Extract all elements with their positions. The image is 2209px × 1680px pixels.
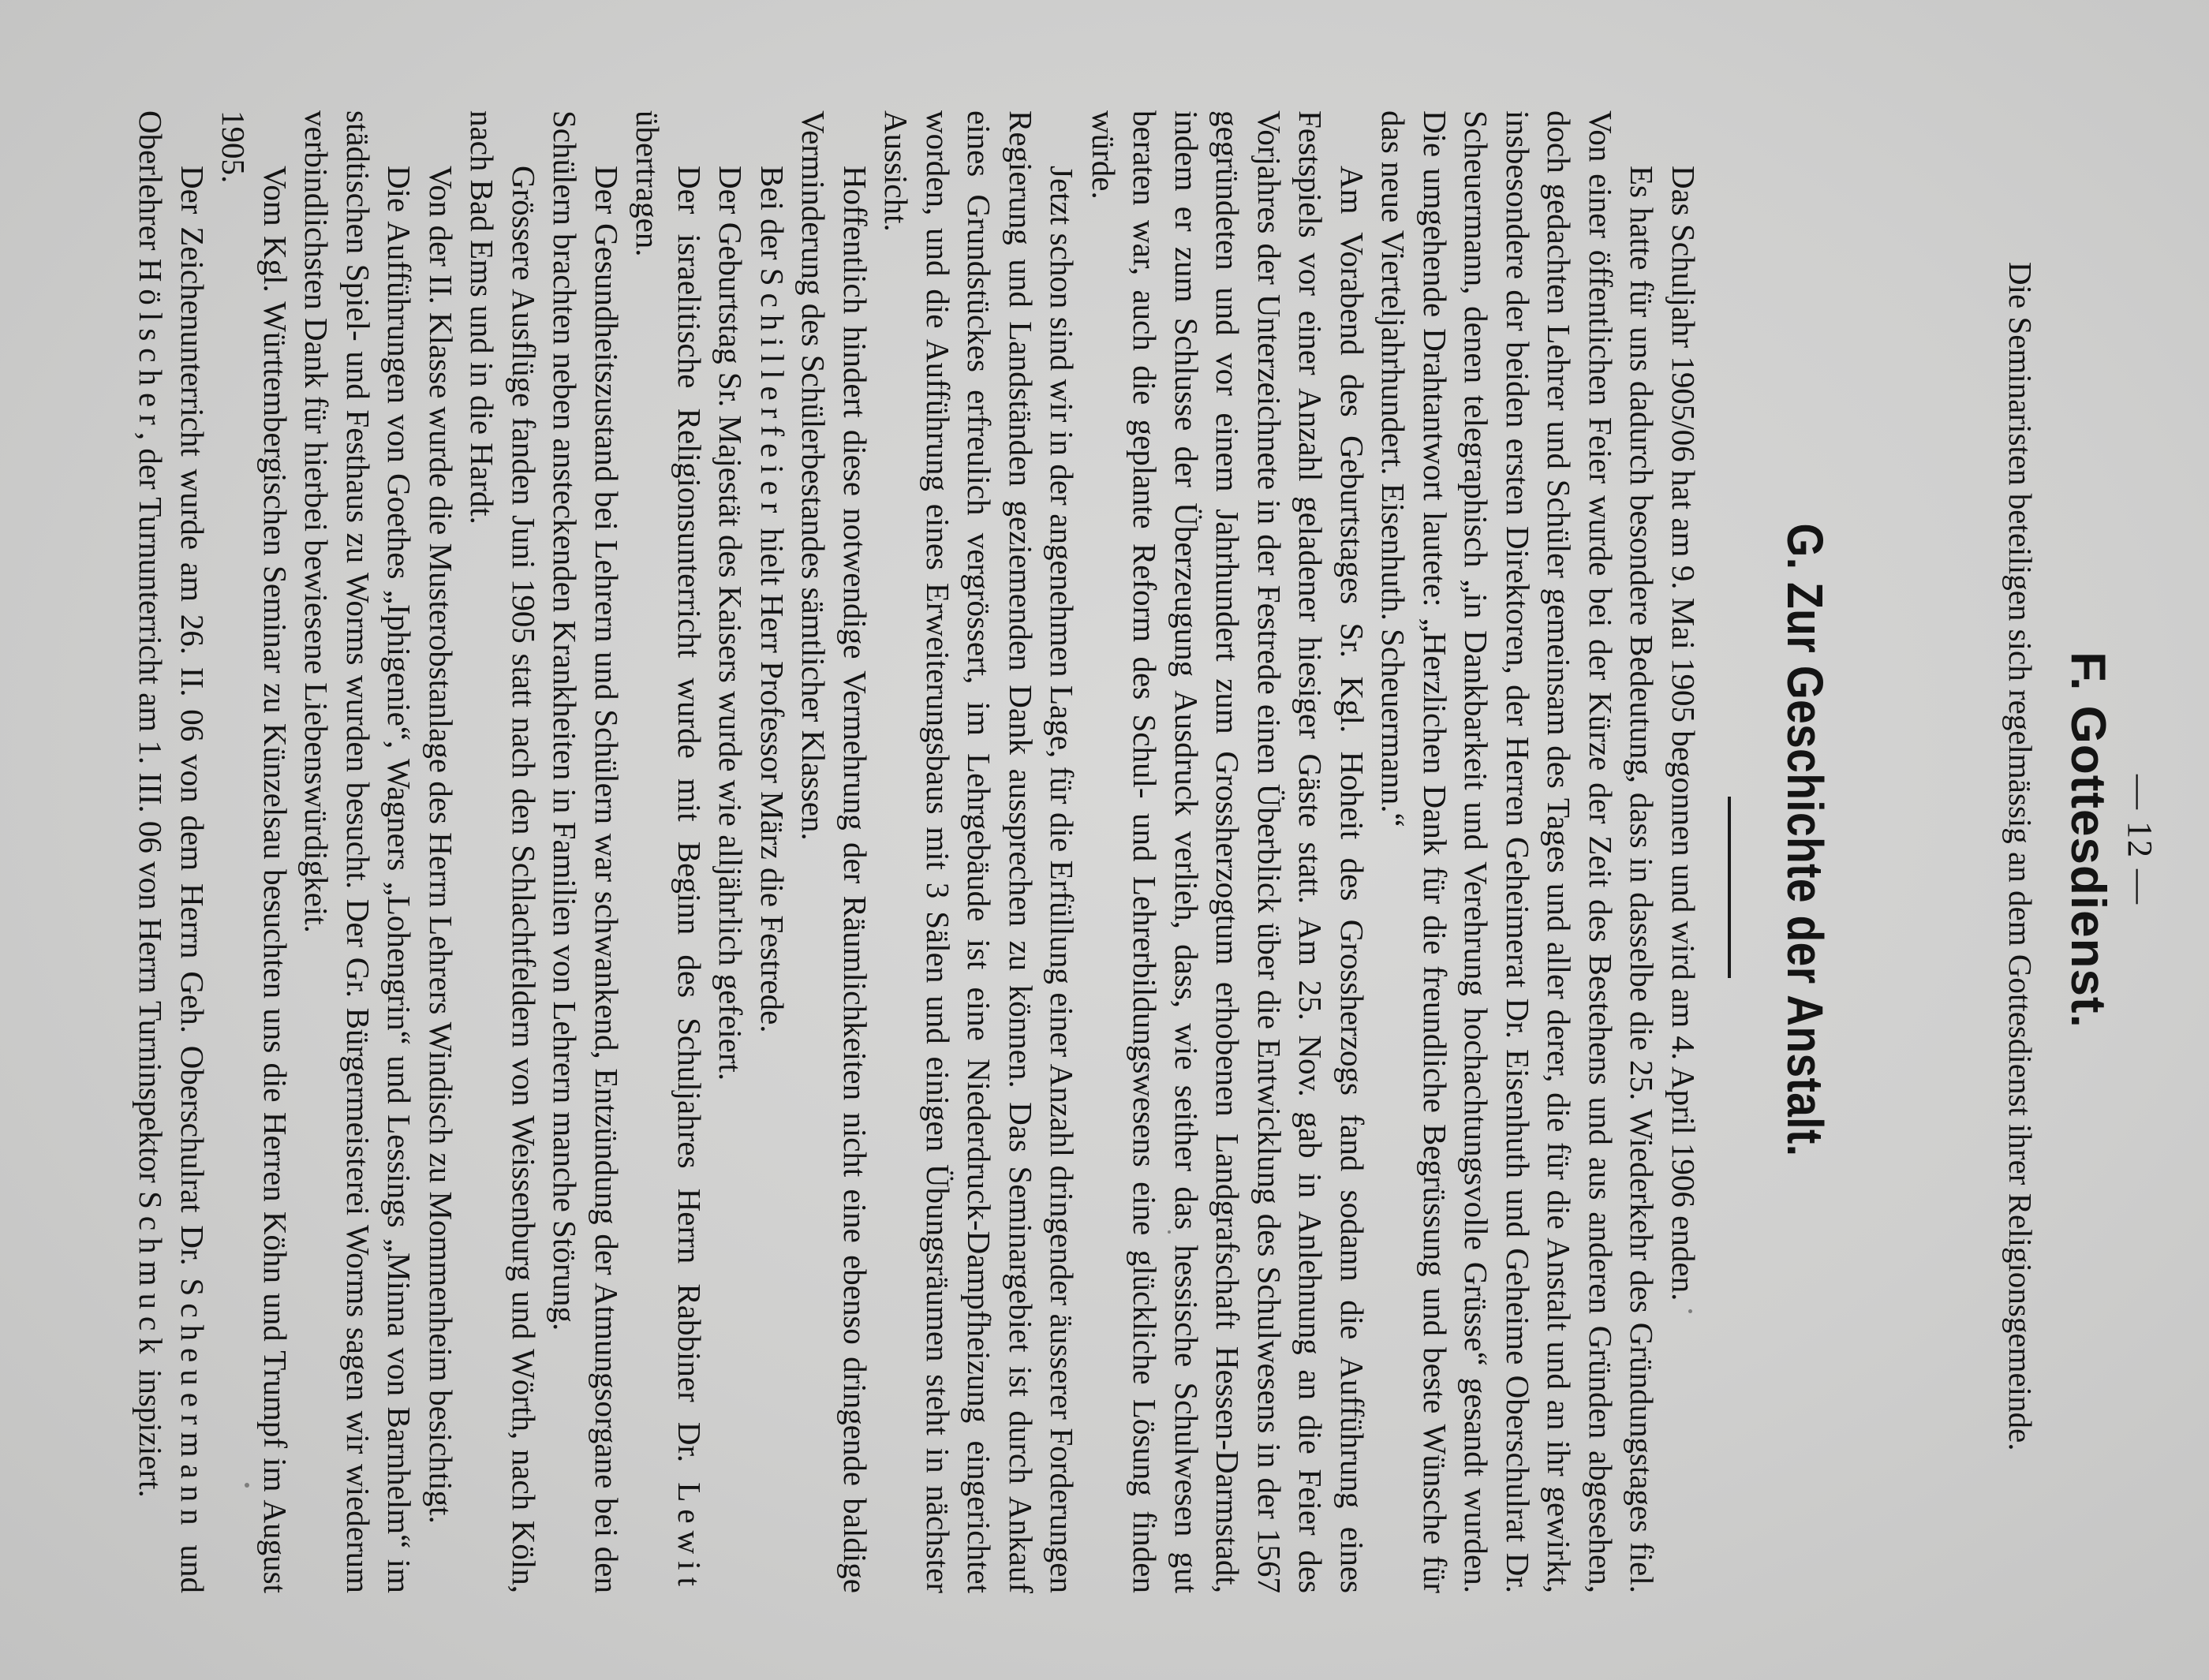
text-run: übertragen. <box>630 110 667 257</box>
paragraph: Die Aufführungen von Goethes „Iphigenie“, Wagners „Lohengrin“ und Lessings „Minna von Barnhelm“ im städtischen Spiel- und Festhaus zu Worms wurden besucht. Der Gr. Bürgermeisterei Worms sagen wir wiederum verbindlichsten Dank für hierbei bewiesene Liebenswürdigkeit. <box>298 110 418 1593</box>
paragraph <box>130 110 213 1593</box>
text-run: , der Turnunterricht am 1. III. 06 von Herrn Turninspektor <box>133 431 170 1192</box>
spaced-name: Schmuck <box>133 1191 170 1361</box>
paragraph: Es hatte für uns dadurch besondere Bedeutung, dass in dasselbe die 25. Wiederkehr des Gründungstages fiel. Von einer öffentlichen Feier wurde bei der Kürze der Zeit des Bestehens und aus anderen Gründen abgesehen, doch gedachten Lehrer und Schüler gemeinsam des Tages und aller derer, die für die Anstalt und an ihr gewirkt, insbesondere der beiden ersten Direktoren, der Herren Geheimerat Dr. Eisenhuth und Geheime Oberschulrat Dr. Scheuermann, denen telegraphisch „in Dankbarkeit und Verehrung hochachtungsvolle Grüsse“ gesandt wurden. Die umgehende Drahtantwort lautete: „Herzlichen Dank für die freundliche Begrüssung und beste Wünsche für das neue Vierteljahrhundert. Eisenhuth. Scheuermann.“ <box>1375 110 1661 1593</box>
paragraph: Grössere Ausflüge fanden Juni 1905 statt nach den Schlachtfeldern von Weissenburg und Wörth, nach Köln, nach Bad Ems und in die Hardt. <box>464 110 542 1593</box>
text-run: inspiziert. <box>133 1361 170 1498</box>
text-run: und Oberlehrer <box>133 110 211 1594</box>
paragraph: Das Schuljahr 1905/06 hat am 9. Mai 1905 begonnen und wird am 4. April 1906 enden. <box>1665 166 1702 1301</box>
paragraph: Vom Kgl. Württembergischen Seminar zu Künzelsau besuchten uns die Herren Köhn und Trumpf im August 1905. <box>215 110 293 1593</box>
paragraph: Der Gesundheitszustand bei Lehrern und Schülern war schwankend, Entzündung der Atmungsorgane bei den Schülern brachten neben ansteckenden Krankheiten in Familien von Lehrern manche Störung. <box>547 110 625 1593</box>
section-g-body <box>130 110 1704 1593</box>
text-run: Bei der <box>754 166 791 268</box>
heading-rule <box>1728 797 1731 978</box>
spaced-name: Hölscher <box>133 258 170 432</box>
page-number: — 12 — <box>2121 775 2159 905</box>
paragraph: Jetzt schon sind wir in der angenehmen Lage, für die Erfüllung einer Anzahl dringender äusserer Forderungen Regierung und Landständen geziemenden Dank aussprechen zu können. Das Seminargebiet ist durch Ankauf eines Grundstückes erfreulich vergrössert, im Lehrgebäude ist eine Niederdruck-Dampfheizung eingerichtet worden, und die Aufführung eines Erweiterungsbaus mit 3 Sälen und einigen Übungsräumen steht in nächster Aussicht. <box>878 110 1081 1593</box>
spaced-name: Schillerfeier <box>754 267 791 521</box>
section-g-heading: G. Zur Geschichte der Anstalt. <box>1777 523 1833 1157</box>
paragraph: Hoffentlich hindert diese notwendige Vermehrung der Räumlichkeiten nicht eine ebenso dringende baldige Verminderung des Schülerbestandes sämtlicher Klassen. <box>795 110 873 1593</box>
text-run: hielt Herr Professor März die Festrede. <box>754 520 791 1033</box>
paragraph <box>752 110 794 1593</box>
spaced-name: Scheuermann <box>174 1278 211 1533</box>
paragraph: Am Vorabend des Geburtstages Sr. Kgl. Hoheit des Grossherzogs fand sodann die Aufführung eines Festspiels vor einer Anzahl geladener hiesiger Gäste statt. Am 25. Nov. gab in Anlehnung an die Feier des Vorjahres der Unterzeichnete in der Festrede einen Überblick über die Entwicklung des Schulwesens in der 1567 gegründeten und vor einem Jahrhundert zum Grossherzogtum erhobenen Landgrafschaft Hessen-Darmstadt, indem er zum Schlusse der Überzeugung Ausdruck verlieh, dass, wie seither das hessische Schulwesen gut beraten war, auch die geplante Reform des Schul- und Lehrerbildungswesens eine glückliche Lösung finden würde. <box>1086 110 1370 1593</box>
paragraph: Von der II. Klasse wurde die Musterobstanlage des Herrn Lehrers Windisch zu Mommenheim besichtigt. <box>423 166 459 1524</box>
text-run: Der Zeichenunterricht wurde am 26. II. 06 von dem Herrn Geh. Oberschulrat Dr. <box>174 166 211 1279</box>
section-f-text: Die Seminaristen beteiligen sich regelmässig an dem Gottesdienst ihrer Religionsgemeinde. <box>2002 262 2039 1451</box>
paragraph: Der Geburtstag Sr. Majestät des Kaisers wurde wie alljährlich gefeiert. <box>712 166 749 1081</box>
paragraph <box>627 110 710 1593</box>
spaced-name: Lewit <box>671 1482 708 1593</box>
text-run: Der israelitische Religionsunterricht wurde mit Beginn des Schuljahres Herrn Rabbiner Dr. <box>671 166 708 1483</box>
section-f-heading: F. Gottesdienst. <box>2061 651 2115 1029</box>
